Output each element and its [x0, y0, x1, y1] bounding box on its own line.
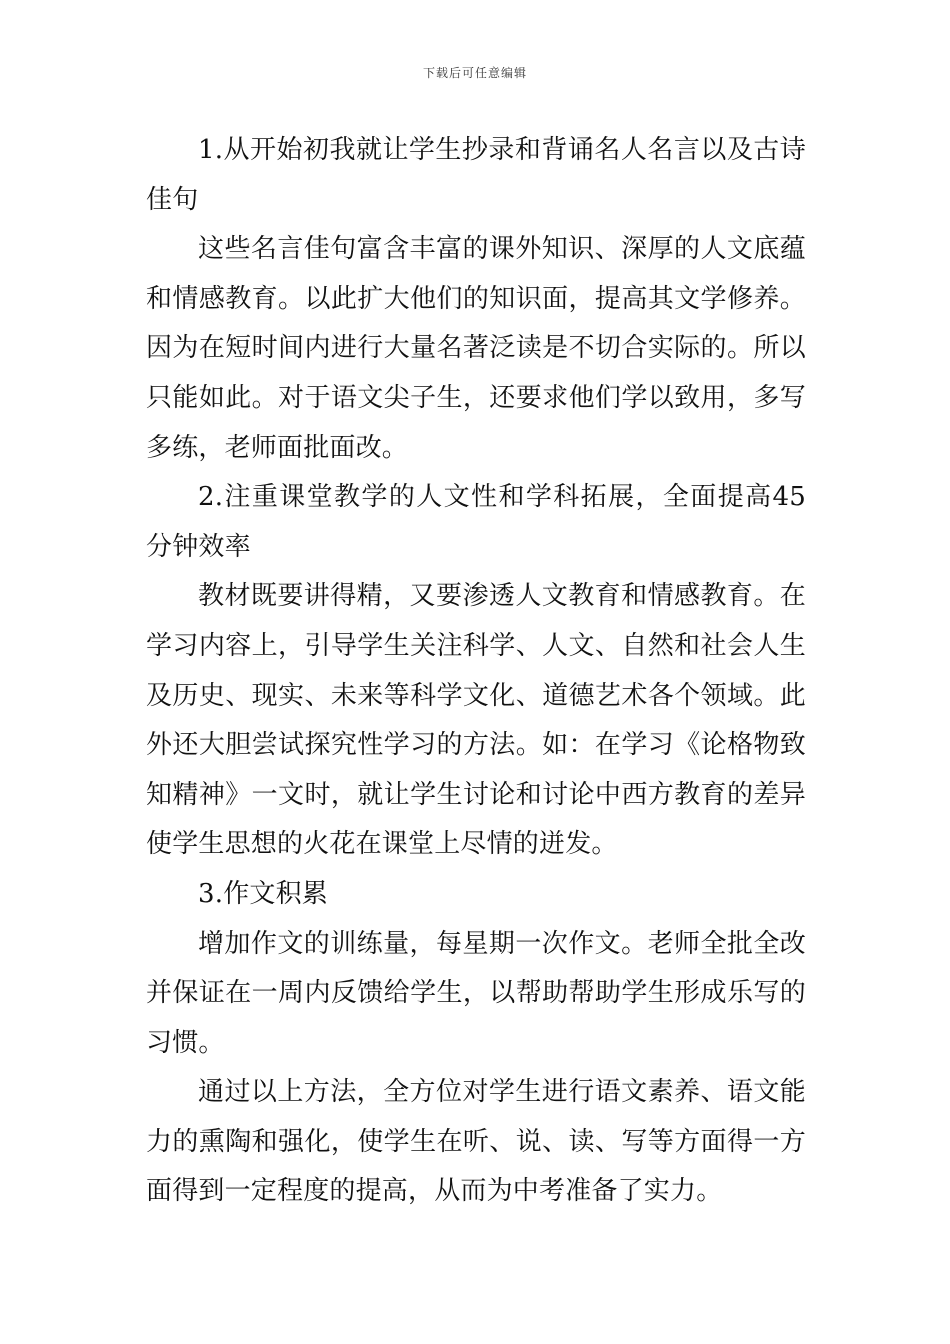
- page-header-note: 下载后可任意编辑: [422, 66, 527, 80]
- paragraph-2-body: 教材既要讲得精，又要渗透人文教育和情感教育。在学习内容上，引导学生关注科学、人文、自然和社会人生及历史、现实、未来等科学文化、道德艺术各个领域。此外还大胆尝试探究性学习的方法。如：在学习《论格物致知精神》一文时，就让学生讨论和讨论中西方教育的差异使学生思想的火花在课堂上尽情的迸发。: [146, 581, 806, 860]
- paragraph-conclusion: 通过以上方法，全方位对学生进行语文素养、语文能力的熏陶和强化，使学生在听、说、读、写等方面得一方面得到一定程度的提高，从而为中考准备了实力。: [146, 1077, 806, 1207]
- paragraph-1-heading: 1.从开始初我就让学生抄录和背诵名人名言以及古诗佳句: [146, 135, 806, 215]
- paragraph-3-body: 增加作文的训练量，每星期一次作文。老师全批全改并保证在一周内反馈给学生，以帮助帮助学生形成乐写的习惯。: [146, 928, 806, 1058]
- document-body: [146, 126, 806, 1217]
- paragraph-3-heading: 3.作文积累: [198, 878, 329, 909]
- paragraph-1-body: 这些名言佳句富含丰富的课外知识、深厚的人文底蕴和情感教育。以此扩大他们的知识面，提高其文学修养。因为在短时间内进行大量名著泛读是不切合实际的。所以只能如此。对于语文尖子生，还要求他们学以致用，多写多练，老师面批面改。: [146, 234, 806, 463]
- paragraph-2-heading: 2.注重课堂教学的人文性和学科拓展，全面提高45分钟效率: [146, 482, 806, 562]
